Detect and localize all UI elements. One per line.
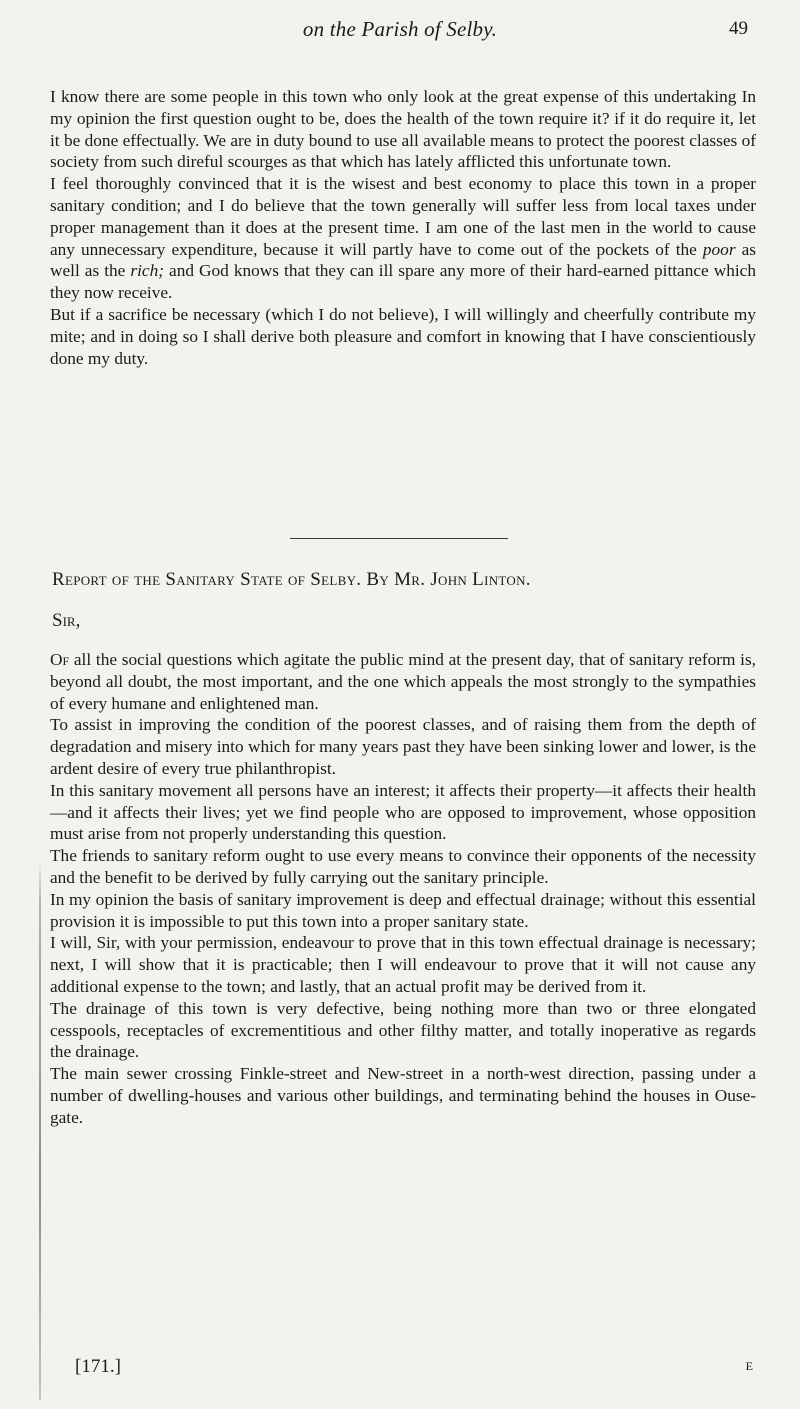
report-opening-paragraph xyxy=(50,649,756,714)
footer-reference: [171.] xyxy=(75,1356,121,1377)
letter-paragraph: But if a sacrifice be necessary (which I do not believe), I will willingly and cheerfully contribute my mite; and in doing so I shall derive both pleasure and comfort in knowing that I have conscientiously done my duty. xyxy=(50,304,756,368)
signature-mark: E xyxy=(745,1359,753,1373)
letter-connector: as well as the xyxy=(50,239,756,281)
letter-paragraph-text: I feel thoroughly convinced that it is the wisest and best economy to place this town in a proper sanitary condition; and I do believe that the town generally will suffer less from local taxes under proper management than it does at the present time. I am one of the last men in the world to cause any unnecessary expenditure, because it will partly have to come out of the pockets of the xyxy=(50,174,756,259)
report-paragraph: In this sanitary movement all persons have an interest; it affects their property—it affects their health—and it affects their lives; yet we find people who are opposed to improvement, whose opposition must arise from not properly understanding this question. xyxy=(50,780,756,844)
letter-paragraph: I know there are some people in this town who only look at the great expense of this undertaking In my opinion the first question ought to be, does the health of the town require it? if it do require it, let it be done effectually. We are in duty bound to use all available means to protect the poorest classes of society from such direful scourges as that which has lately afflicted this unfortunate town. xyxy=(50,87,756,172)
emphasis-rich: rich; xyxy=(130,261,164,281)
page-footer xyxy=(75,1356,765,1380)
section-divider xyxy=(290,538,508,539)
running-title: on the Parish of Selby. xyxy=(302,17,498,41)
letter-paragraph-tail: and God knows that they can ill spare any more of their hard-earned pittance which they now receive. xyxy=(50,261,756,303)
report-paragraph: The main sewer crossing Finkle-street and New-street in a north-west direction, passing under a number of dwelling-houses and various other buildings, and terminating behind the houses in Ouse-gate. xyxy=(50,1064,756,1127)
report-paragraph: The friends to sanitary reform ought to use every means to convince their opponents of the necessity and the benefit to be derived by fully carrying out the sanitary principle. xyxy=(50,846,756,887)
report-paragraph: To assist in improving the condition of the poorest classes, and of raising them from the depth of degradation and misery into which for many years past they have been sinking lower and lower, is the ardent desire of every true philanthropist. xyxy=(50,715,756,778)
report-heading: Report of the Sanitary State of Selby. By Mr. John Linton. xyxy=(52,569,531,590)
emphasis-poor: poor xyxy=(702,239,736,259)
page-number: 49 xyxy=(729,18,748,39)
salutation: Sir, xyxy=(52,610,81,631)
binding-shadow xyxy=(39,860,41,1400)
report-paragraph: In my opinion the basis of sanitary improvement is deep and effectual drainage; without this essential provision it is impossible to put this town into a proper sanitary state. xyxy=(50,889,756,931)
report-paragraph: I will, Sir, with your permission, endeavour to prove that in this town effectual drainage is necessary; next, I will show that it is practicable; then I will endeavour to prove that it will not cause any additional expense to the town; and lastly, that an actual profit may be derived from it. xyxy=(50,933,756,996)
letter-body xyxy=(50,86,756,369)
report-paragraph: The drainage of this town is very defective, being nothing more than two or three elongated cesspools, receptacles of excrementitious and other filthy matter, and totally inoperative as regards the drainage. xyxy=(50,998,756,1062)
report-body xyxy=(50,649,756,1129)
opening-word: Of xyxy=(50,650,70,669)
page-header xyxy=(0,17,800,47)
opening-text: all the social questions which agitate the public mind at the present day, that of sanitary reform is, beyond all doubt, the most important, and the one which appeals the most strongly to the sympathies of every humane and enlightened man. xyxy=(50,650,756,713)
letter-paragraph-economy xyxy=(50,173,756,304)
